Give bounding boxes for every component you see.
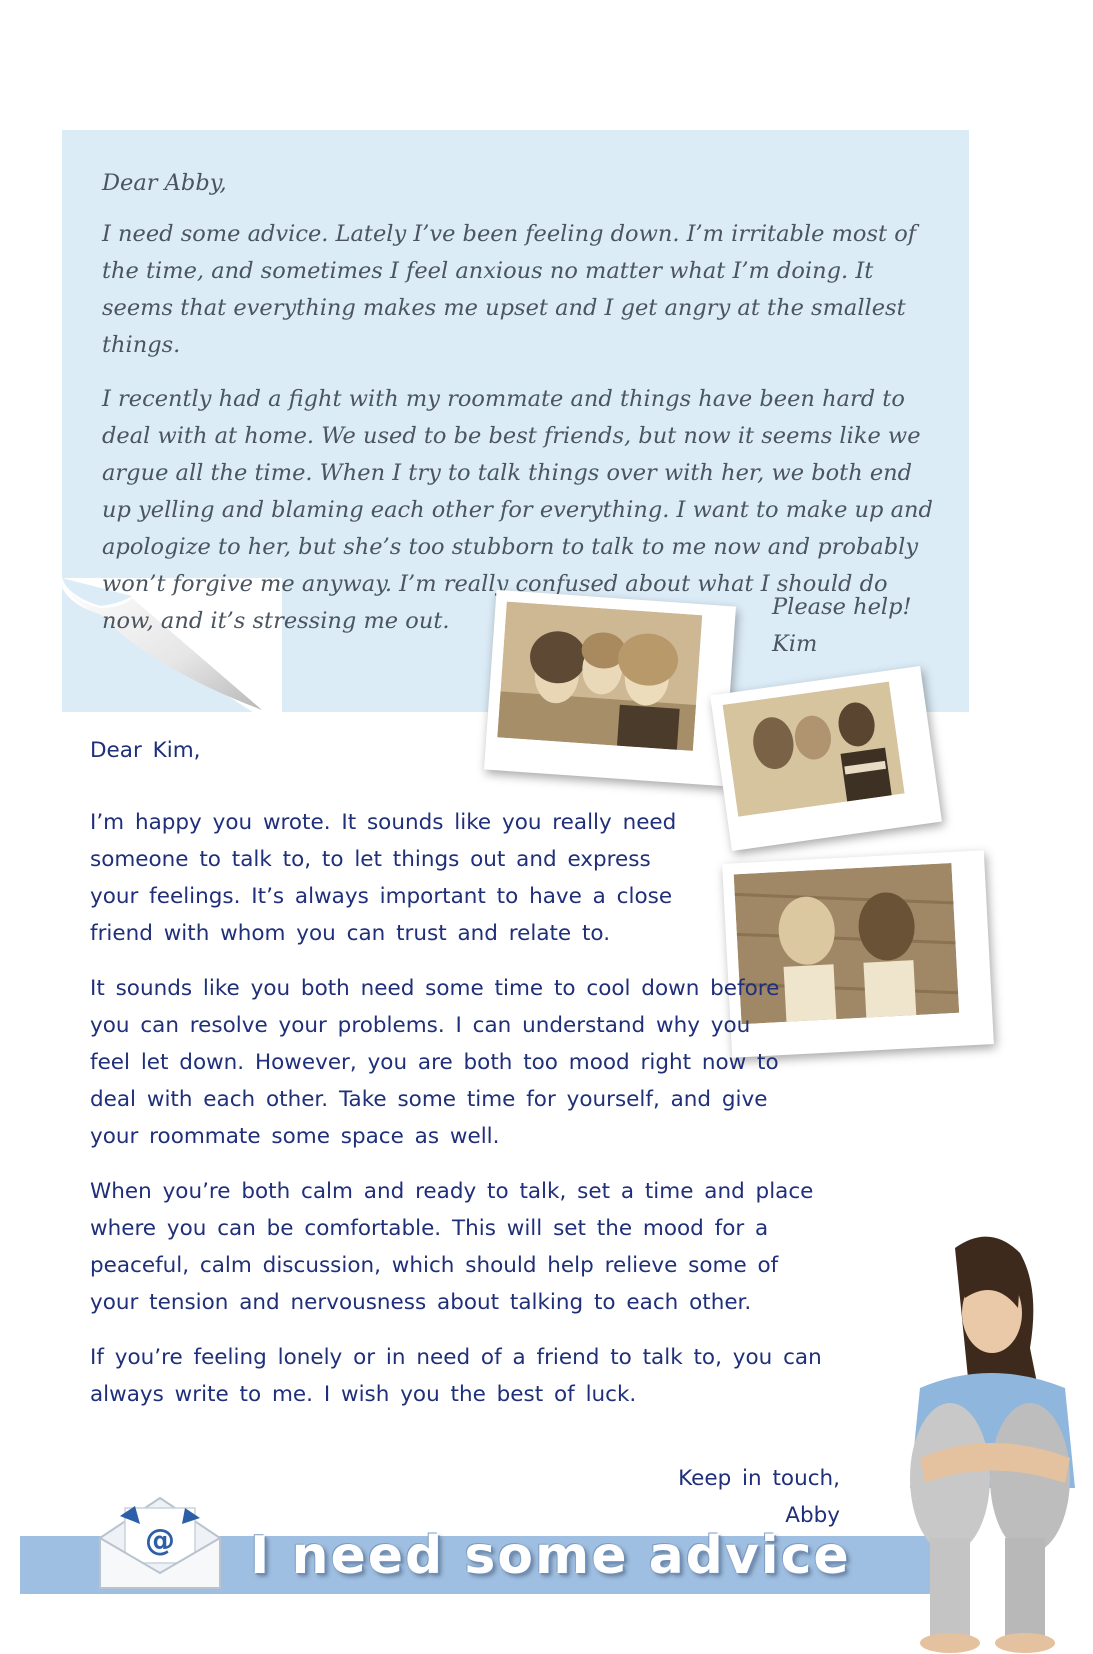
kim-letter	[102, 165, 942, 657]
abby-letter	[90, 732, 830, 1431]
abby-closing: Keep in touch,	[678, 1466, 840, 1491]
abby-signature: Abby	[785, 1503, 840, 1528]
email-at-symbol: @	[145, 1523, 175, 1558]
abby-signoff	[600, 1460, 840, 1534]
abby-paragraph: When you’re both calm and ready to talk, set a time and place where you can be comfortable. This will set the mood for a peaceful, calm discussion, which should help relieve some of your tension and nervousness about talking to each other.	[90, 1179, 814, 1315]
abby-paragraph: It sounds like you both need some time to cool down before you can resolve your problems. I can understand why you feel let down. However, you are both too mood right now to deal with each other. Take some time for yourself, and give your roommate some space as well.	[90, 976, 780, 1149]
abby-paragraph: If you’re feeling lonely or in need of a friend to talk to, you can always write to me. I wish you the best of luck.	[90, 1345, 822, 1407]
kim-paragraph: I recently had a fight with my roommate and things have been hard to deal with at home. We used to be best friends, but now it seems like we argue all the time. When I try to talk things over with her, we both end up yelling and blaming each other for everything. I want to make up and apologize to her, but she’s too stubborn to talk to me now and probably won’t forgive me anyway. I’m really confused about what I should do now, and it’s stressing me out.	[102, 386, 933, 634]
kim-signature: Kim	[772, 631, 818, 657]
abby-greeting: Dear Kim,	[90, 738, 201, 763]
abby-paragraph: I’m happy you wrote. It sounds like you really need someone to talk to, to let things out and express your feelings. It’s always important to have a close friend with whom you can trust and relate to.	[90, 810, 677, 946]
kim-closing: Please help!	[772, 594, 912, 620]
banner-title: I need some advice	[250, 1526, 851, 1586]
kim-paragraph: I need some advice. Lately I’ve been feeling down. I’m irritable most of the time, and sometimes I feel anxious no matter what I’m doing. It seems that everything makes me upset and I get angry at the smallest things.	[102, 221, 917, 358]
sad-girl-image	[880, 1228, 1093, 1654]
kim-signoff	[772, 589, 912, 663]
kim-greeting: Dear Abby,	[102, 170, 227, 196]
email-envelope-icon	[90, 1488, 230, 1598]
